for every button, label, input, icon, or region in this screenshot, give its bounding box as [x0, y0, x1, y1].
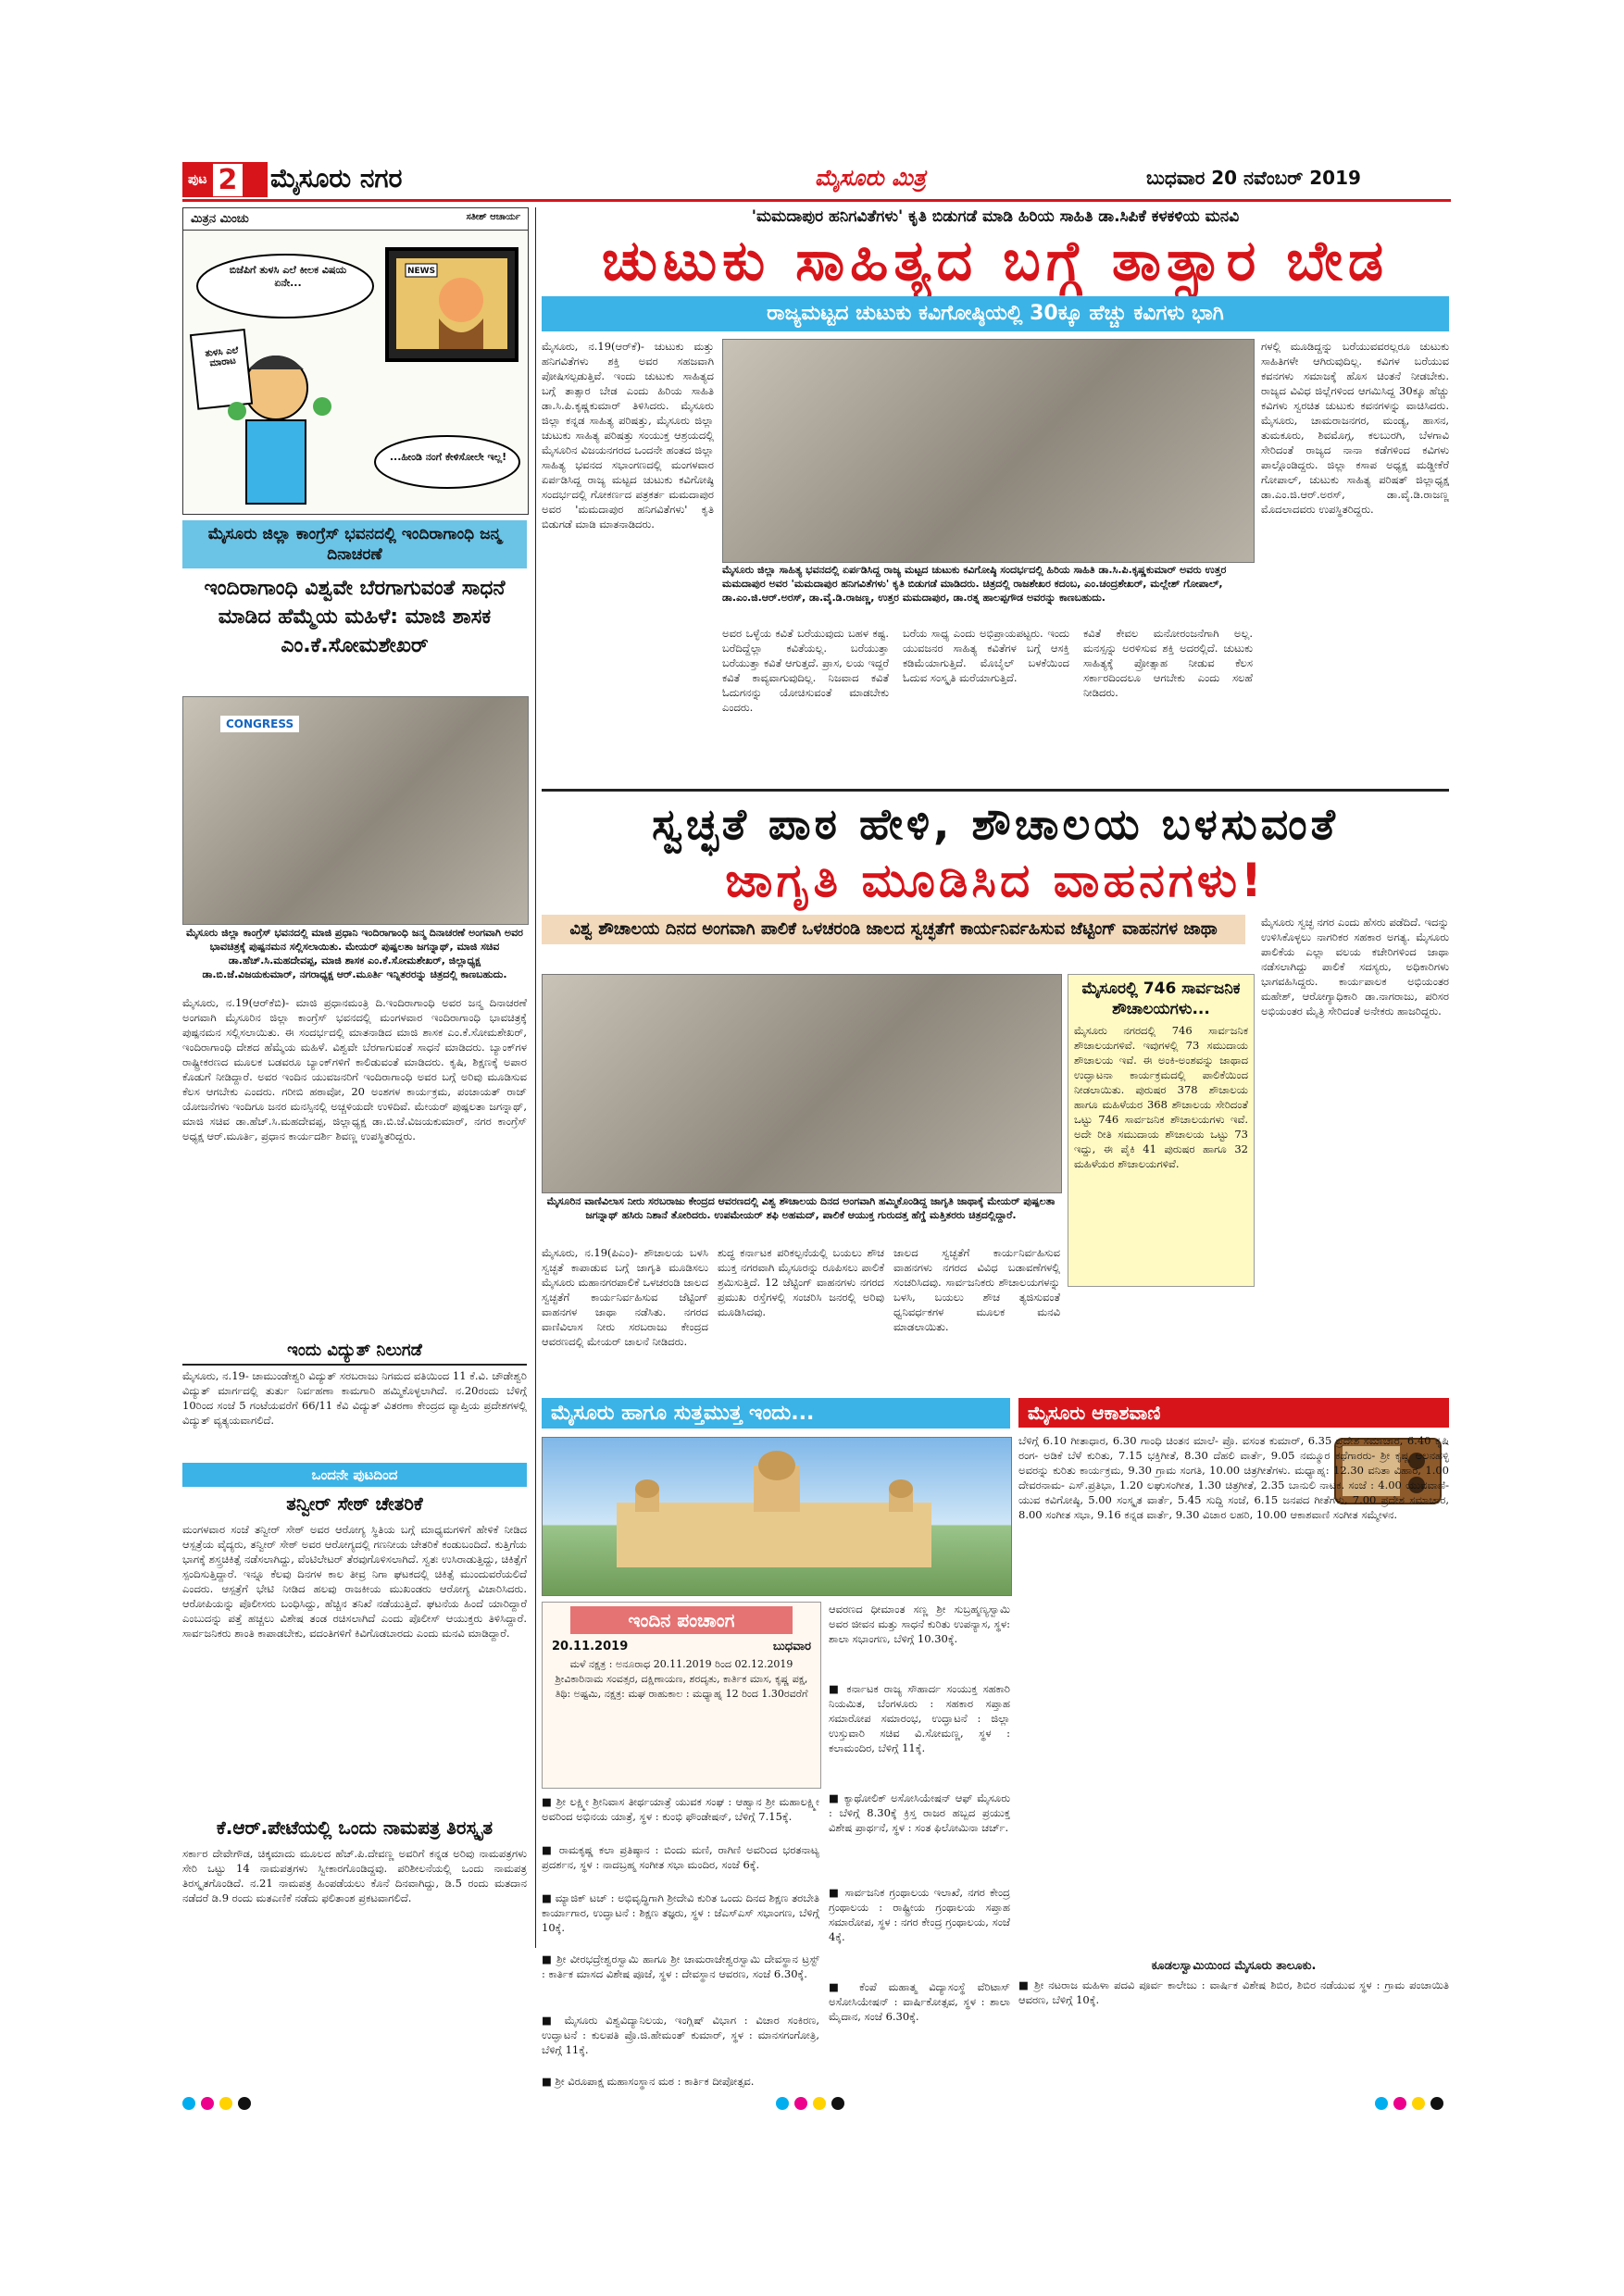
- cartoon-bubble-2: ...ಹೀಂಡಿ ನಂಗೆ ಕೇಳಿಸೋಲೇ ಇಲ್ಲ!: [389, 451, 507, 463]
- panchanga-title: ಇಂದಿನ ಪಂಚಾಂಗ: [570, 1606, 793, 1634]
- events-left-0: ■ ಶ್ರೀ ಲಕ್ಷ್ಮೀ ಶ್ರೀನಿವಾಸ ತೀರ್ಥಯಾತ್ರೆ ಯುವಕ ಸಂಘ : ಆಹ್ವಾನ ಶ್ರೀ ಮಹಾಲಕ್ಷ್ಮೀ ಅವರಿಂದ ಅಭಿನಯ ಯಾತ್ರೆ, ಸ್ಥಳ : ಕುಂಭಿ ಫೌಂಡೇಷನ್, ಬೆಳಿಗ್ಗೆ 7.15ಕ್ಕೆ.: [542, 1795, 819, 1823]
- panchanga-box: [542, 1602, 821, 1789]
- main-kicker: 'ಮಮದಾಪುರ ಹನಿಗವಿತೆಗಳು' ಕೃತಿ ಬಿಡುಗಡೆ ಮಾಡಿ ಹಿರಿಯ ಸಾಹಿತಿ ಡಾ.ಸಿಪಿಕೆ ಕಳಕಳಿಯ ಮನವಿ: [751, 207, 1240, 226]
- events-mid-1: ■ ಕರ್ನಾಟಕ ರಾಜ್ಯ ಸೌಹಾರ್ದ ಸಂಯುಕ್ತ ಸಹಕಾರಿ ನಿಯಮಿತ, ಬೆಂಗಳೂರು : ಸಹಕಾರ ಸಪ್ತಾಹ ಸಮಾರೋಪ ಸಮಾರಂಭ, ಉದ್ಘಾಟನೆ : ಜಿಲ್ಲಾ ಉಸ್ತುವಾರಿ ಸಚಿವ ವಿ.ಸೋಮಣ್ಣ, ಸ್ಥಳ : ಕಲಾಮಂದಿರ, ಬೆಳಿಗ್ಗೆ 11ಕ್ಕೆ.: [829, 1682, 1010, 1754]
- photo-banner: CONGRESS: [220, 716, 299, 732]
- left-story3-body: ಸರ್ಕಾರ ದೇವೇಗೌಡ, ಚಿಕ್ಕಮಾದು ಮೂಲದ ಹೆಚ್.ಪಿ.ದೇವಣ್ಣ ಅವರಿಗೆ ಕನ್ನಡ ಅರಿವು ನಾಮಪತ್ರಗಳು ಸೇರಿ ಒಟ್ಟು 14 ನಾಮಪತ್ರಗಳು ಸ್ವೀಕಾರಗೊಂಡಿದ್ದವು. ಪರಿಶೀಲನೆಯಲ್ಲಿ ಒಂದು ನಾಮಪತ್ರ ತಿರಸ್ಕೃತಗೊಂಡಿದೆ. ನ.21 ನಾಮಪತ್ರ ಹಿಂಪಡೆಯಲು ಕೊನೆ ದಿನವಾಗಿದ್ದು, ಡಿ.5 ರಂದು ಮತದಾನ ನಡೆದರೆ ಡಿ.9 ರಂದು ಮತಎಣಿಕೆ ನಡೆದು ಫಲಿತಾಂಶ ಪ್ರಕಟವಾಗಲಿದೆ.: [182, 1847, 527, 1904]
- events-mid-0: ಆವರಣದ ಧೀಮಾಂತ ಸಣ್ಣ ಶ್ರೀ ಸುಬ್ರಹ್ಮಣ್ಯಸ್ವಾಮಿ ಅವರ ಜೀವನ ಮತ್ತು ಸಾಧನೆ ಕುರಿತು ಉಪನ್ಯಾಸ, ಸ್ಥಳ: ಶಾಲಾ ಸಭಾಂಗಣ, ಬೆಳಿಗ್ಗೆ 10.30ಕ್ಕೆ.: [829, 1603, 1010, 1645]
- radio-title: ಮೈಸೂರು ಆಕಾಶವಾಣಿ: [1018, 1398, 1449, 1428]
- paper-logo: ಮೈಸೂರು ಮಿತ್ರ: [815, 165, 926, 191]
- toilet-subhead: ವಿಶ್ವ ಶೌಚಾಲಯ ದಿನದ ಅಂಗವಾಗಿ ಪಾಲಿಕೆ ಒಳಚರಂಡಿ ಜಾಲದ ಸ್ವಚ್ಛತೆಗೆ ಕಾರ್ಯನಿರ್ವಹಿಸುವ ಜೆಟ್ಟಿಂಗ್ ವಾಹನಗಳ ಜಾಥಾ: [542, 915, 1245, 944]
- events-left-4: ■ ಮೈಸೂರು ವಿಶ್ವವಿದ್ಯಾನಿಲಯ, ಇಂಗ್ಲಿಷ್ ವಿಭಾಗ : ವಿಚಾರ ಸಂಕಿರಣ, ಉದ್ಘಾಟನೆ : ಕುಲಪತಿ ಪ್ರೊ.ಜಿ.ಹೇಮಂತ್ ಕುಮಾರ್, ಸ್ಥಳ : ಮಾನಸಗಂಗೋತ್ರಿ, ಬೆಳಿಗ್ಗೆ 11ಕ್ಕೆ.: [542, 2014, 819, 2056]
- left-story1-caption: ಮೈಸೂರು ಜಿಲ್ಲಾ ಕಾಂಗ್ರೆಸ್ ಭವನದಲ್ಲಿ ಮಾಜಿ ಪ್ರಧಾನಿ ಇಂದಿರಾಗಾಂಧಿ ಜನ್ಮ ದಿನಾಚರಣೆ ಅಂಗವಾಗಿ ಅವರ ಭಾವಚಿತ್ರಕ್ಕೆ ಪುಷ್ಪನಮನ ಸಲ್ಲಿಸಲಾಯಿತು. ಮೇಯರ್ ಪುಷ್ಪಲತಾ ಜಗನ್ನಾಥ್, ಮಾಜಿ ಸಚಿವ ಡಾ.ಹೆಚ್.ಸಿ.ಮಹದೇವಪ್ಪ, ಮಾಜಿ ಶಾಸಕ ಎಂ.ಕೆ.ಸೋಮಶೇಖರ್, ಜಿಲ್ಲಾಧ್ಯಕ್ಷ ಡಾ.ಬಿ.ಜೆ.ವಿಜಯಕುಮಾರ್, ನಗರಾಧ್ಯಕ್ಷ ಆರ್.ಮೂರ್ತಿ ಇನ್ನಿತರರನ್ನು ಚಿತ್ರದಲ್ಲಿ ಕಾಣಬಹುದು.: [186, 927, 523, 980]
- events-mid-3: ■ ಸಾರ್ವಜನಿಕ ಗ್ರಂಥಾಲಯ ಇಲಾಖೆ, ನಗರ ಕೇಂದ್ರ ಗ್ರಂಥಾಲಯ : ರಾಷ್ಟ್ರೀಯ ಗ್ರಂಥಾಲಯ ಸಪ್ತಾಹ ಸಮಾರೋಪ, ಸ್ಥಳ : ನಗರ ಕೇಂದ್ರ ಗ್ರಂಥಾಲಯ, ಸಂಜೆ 4ಕ್ಕೆ.: [829, 1886, 1010, 1943]
- left-story3-title: ಕೆ.ಆರ್.ಪೇಟೆಯಲ್ಲಿ ಒಂದು ನಾಮಪತ್ರ ತಿರಸ್ಕೃತ: [216, 1816, 493, 1839]
- toilet-col-1: ಮೈಸೂರು, ನ.19(ಪಿಎಂ)- ಶೌಚಾಲಯ ಬಳಸಿ ಸ್ವಚ್ಛತೆ ಕಾಪಾಡುವ ಬಗ್ಗೆ ಜಾಗೃತಿ ಮೂಡಿಸಲು ಮೈಸೂರು ಮಹಾನಗರಪಾಲಿಕೆ ಒಳಚರಂಡಿ ಜಾಲದ ಸ್ವಚ್ಛತೆಗೆ ಕಾರ್ಯನಿರ್ವಹಿಸುವ ಜೆಟ್ಟಿಂಗ್ ವಾಹನಗಳ ಜಾಥಾ ನಡೆಸಿತು. ನಗರದ ವಾಣಿವಿಲಾಸ ನೀರು ಸರಬರಾಜು ಕೇಂದ್ರದ ಆವರಣದಲ್ಲಿ ಮೇಯರ್ ಚಾಲನೆ ನೀಡಿದರು.: [542, 1246, 708, 1348]
- main-col1: ಮೈಸೂರು, ನ.19(ಆರ್‌ಕೆ)- ಚುಟುಕು ಮತ್ತು ಹನಿಗವಿತೆಗಳು ಶಕ್ತಿ ಅವರ ಸಹಜವಾಗಿ ಪೋಷಿಸಲ್ಪಡುತ್ತಿವೆ. ಇಂದು ಚುಟುಕು ಸಾಹಿತ್ಯದ ಬಗ್ಗೆ ತಾತ್ಸಾರ ಬೇಡ ಎಂದು ಹಿರಿಯ ಸಾಹಿತಿ ಡಾ.ಸಿ.ಪಿ.ಕೃಷ್ಣಕುಮಾರ್ ತಿಳಿಸಿದರು. ಮೈಸೂರು ಜಿಲ್ಲಾ ಕನ್ನಡ ಸಾಹಿತ್ಯ ಪರಿಷತ್ತು, ಮೈಸೂರು ಜಿಲ್ಲಾ ಚುಟುಕು ಸಾಹಿತ್ಯ ಪರಿಷತ್ತು ಸಂಯುಕ್ತ ಆಶ್ರಯದಲ್ಲಿ ಮೈಸೂರಿನ ವಿಜಯನಗರದ ಒಂದನೇ ಹಂತದ ಜಿಲ್ಲಾ ಸಾಹಿತ್ಯ ಭವನದ ಸಭಾಂಗಣದಲ್ಲಿ ಮಂಗಳವಾರ ಏರ್ಪಡಿಸಿದ್ದ ರಾಜ್ಯ ಮಟ್ಟದ ಚುಟುಕು ಕವಿಗೋಷ್ಠಿ ಸಂದರ್ಭದಲ್ಲಿ ಗೋಕರ್ಣದ ಪತ್ರಕರ್ತ ಮಮದಾಪುರ ಅವರ 'ಮಮದಾಪುರ ಹನಿಗವಿತೆಗಳು' ಕೃತಿ ಬಿಡುಗಡೆ ಮಾಡಿ ಮಾತನಾಡಿದರು.: [542, 340, 714, 530]
- section-title: ಮೈಸೂರು ನಗರ: [270, 163, 403, 193]
- masthead-rule: [182, 199, 1451, 202]
- events-left-3: ■ ಶ್ರೀ ವೀರಭದ್ರೇಶ್ವರಸ್ವಾಮಿ ಹಾಗೂ ಶ್ರೀ ಚಾಮರಾಜೇಶ್ವರಸ್ವಾಮಿ ದೇವಸ್ಥಾನ ಟ್ರಸ್ಟ್ : ಕಾರ್ತಿಕ ಮಾಸದ ವಿಶೇಷ ಪೂಜೆ, ಸ್ಥಳ : ದೇವಸ್ಥಾನ ಆವರಣ, ಸಂಜೆ 6.30ಕ್ಕೆ.: [542, 1953, 819, 1980]
- today-header: ಮೈಸೂರು ಹಾಗೂ ಸುತ್ತಮುತ್ತ ಇಂದು...: [542, 1398, 1010, 1429]
- events-mid-4: ■ ಕೆಂಪೆ ಮಹಾತ್ಮ ವಿದ್ಯಾಸಂಸ್ಥೆ ವೆರಿಟಾಸ್ ಅಸೋಸಿಯೇಷನ್ : ವಾರ್ಷಿಕೋತ್ಸವ, ಸ್ಥಳ : ಶಾಲಾ ಮೈದಾನ, ಸಂಜೆ 6.30ಕ್ಕೆ.: [829, 1980, 1010, 2023]
- panchanga-day: ಬುಧವಾರ: [772, 1640, 811, 1653]
- left-story1-body: ಮೈಸೂರು, ನ.19(ಆರ್‌ಕೆಬಿ)- ಮಾಜಿ ಪ್ರಧಾನಮಂತ್ರಿ ದಿ.ಇಂದಿರಾಗಾಂಧಿ ಅವರ ಜನ್ಮ ದಿನಾಚರಣೆ ಅಂಗವಾಗಿ ಮೈಸೂರಿನ ಜಿಲ್ಲಾ ಕಾಂಗ್ರೆಸ್ ಭವನದಲ್ಲಿ ಮಂಗಳವಾರ ಇಂದಿರಾಗಾಂಧಿ ಭಾವಚಿತ್ರಕ್ಕೆ ಪುಷ್ಪನಮನ ಸಲ್ಲಿಸಲಾಯಿತು. ಈ ಸಂದರ್ಭದಲ್ಲಿ ಮಾತನಾಡಿದ ಮಾಜಿ ಶಾಸಕ ಎಂ.ಕೆ.ಸೋಮಶೇಖರ್, ಇಂದಿರಾಗಾಂಧಿ ದೇಶದ ಹೆಮ್ಮೆಯ ಮಹಿಳೆ. ವಿಶ್ವವೇ ಬೆರಗಾಗುವಂತೆ ಸಾಧನೆ ಮಾಡಿದರು. ಬ್ಯಾಂಕ್‌ಗಳ ರಾಷ್ಟ್ರೀಕರಣದ ಮೂಲಕ ಬಡವರೂ ಬ್ಯಾಂಕ್‌ಗಳಿಗೆ ಕಾಲಿಡುವಂತೆ ಮಾಡಿದರು. ಕೃಷಿ, ಶಿಕ್ಷಣಕ್ಕೆ ಅಪಾರ ಕೊಡುಗೆ ನೀಡಿದ್ದಾರೆ. ಅವರ ಇಂದಿನ ಯುವಜನರಿಗೆ ಇಂದಿರಾಗಾಂಧಿ ಅವರ ಬಗ್ಗೆ ಅರಿವು ಮೂಡಿಸುವ ಕೆಲಸ ಆಗಬೇಕು ಎಂದರು. ಗರೀಬಿ ಹಠಾವೋ, 20 ಅಂಶಗಳ ಕಾರ್ಯಕ್ರಮ, ಪಂಚಾಯತ್ ರಾಜ್ ಯೋಜನೆಗಳು ಇಂದಿಗೂ ಜನರ ಮನಸ್ಸಿನಲ್ಲಿ ಅಚ್ಚಳಿಯದೇ ಉಳಿದಿವೆ. ಮೇಯರ್ ಪುಷ್ಪಲತಾ ಜಗನ್ನಾಥ್, ಮಾಜಿ ಸಚಿವ ಡಾ.ಹೆಚ್.ಸಿ.ಮಹದೇವಪ್ಪ, ಜಿಲ್ಲಾಧ್ಯಕ್ಷ ಡಾ.ಬಿ.ಜೆ.ವಿಜಯಕುಮಾರ್, ನಗರ ಕಾಂಗ್ರೆಸ್ ಅಧ್ಯಕ್ಷ ಆರ್.ಮೂರ್ತಿ, ಪ್ರಧಾನ ಕಾರ್ಯದರ್ಶಿ ಶಿವಣ್ಣ ಉಪಸ್ಥಿತರಿದ್ದರು.: [182, 996, 527, 1142]
- cartoon-sign: ತುಳಸಿ ಎಲೆ ಮಾರಾಟ: [204, 345, 239, 369]
- main-bottom-rule: [542, 789, 1449, 792]
- events-left-2: ■ ಮ್ಯಾಜಿಕ್ ಟಚ್ : ಅಭಿವೃದ್ಧಿಗಾಗಿ ಶ್ರೀದೇವಿ ಕುರಿತ ಒಂದು ದಿನದ ಶಿಕ್ಷಣ ತರಬೇತಿ ಕಾರ್ಯಾಗಾರ, ಉದ್ಘಾಟನೆ : ಶಿಕ್ಷಣ ತಜ್ಞರು, ಸ್ಥಳ : ಜೆಎಸ್‌ಎಸ್ ಸಭಾಂಗಣ, ಬೆಳಿಗ್ಗೆ 10ಕ್ಕೆ.: [542, 1891, 819, 1934]
- panchanga-dateline: [543, 1638, 820, 1655]
- power-cut-body: ಮೈಸೂರು, ನ.19- ಚಾಮುಂಡೇಶ್ವರಿ ವಿದ್ಯುತ್ ಸರಬರಾಜು ನಿಗಮದ ವತಿಯಿಂದ 11 ಕೆ.ವಿ. ಚೌಡೇಶ್ವರಿ ವಿದ್ಯುತ್ ಮಾರ್ಗದಲ್ಲಿ ತುರ್ತು ನಿರ್ವಹಣಾ ಕಾಮಗಾರಿ ಹಮ್ಮಿಕೊಳ್ಳಲಾಗಿದೆ. ನ.20ರಂದು ಬೆಳಿಗ್ಗೆ 10ರಿಂದ ಸಂಜೆ 5 ಗಂಟೆಯವರೆಗೆ 66/11 ಕೆವಿ ವಿದ್ಯುತ್ ವಿತರಣಾ ಕೇಂದ್ರದ ವ್ಯಾಪ್ತಿಯ ಪ್ರದೇಶಗಳಲ್ಲಿ ವಿದ್ಯುತ್ ವ್ಯತ್ಯಯವಾಗಲಿದೆ.: [182, 1369, 527, 1427]
- toilet-box-title: ಮೈಸೂರಲ್ಲಿ 746 ಸಾರ್ವಜನಿಕ ಶೌಚಾಲಯಗಳು...: [1081, 980, 1241, 1018]
- page-number: 2: [213, 164, 244, 196]
- toilet-box-body: ಮೈಸೂರು ನಗರದಲ್ಲಿ 746 ಸಾರ್ವಜನಿಕ ಶೌಚಾಲಯಗಳಿವೆ. ಇವುಗಳಲ್ಲಿ 73 ಸಮುದಾಯ ಶೌಚಾಲಯ ಇವೆ. ಈ ಅಂಕಿ-ಅಂಶವನ್ನು ಜಾಥಾದ ಉದ್ಘಾಟನಾ ಕಾರ್ಯಕ್ರಮದಲ್ಲಿ ಪಾಲಿಕೆಯಿಂದ ನೀಡಲಾಯಿತು. ಪುರುಷರ 378 ಶೌಚಾಲಯ ಹಾಗೂ ಮಹಿಳೆಯರ 368 ಶೌಚಾಲಯ ಸೇರಿದಂತೆ ಒಟ್ಟು 746 ಸಾರ್ವಜನಿಕ ಶೌಚಾಲಯಗಳು ಇವೆ. ಅದೇ ರೀತಿ ಸಮುದಾಯ ಶೌಚಾಲಯ ಒಟ್ಟು 73 ಇದ್ದು, ಈ ಪೈಕಿ 41 ಪುರುಷರ ಹಾಗೂ 32 ಮಹಿಳೆಯರ ಶೌಚಾಲಯಗಳಿವೆ.: [1074, 1024, 1248, 1170]
- main-lower-col-2: ಬರೆಯ ಸಾಧ್ಯ ಎಂದು ಅಭಿಪ್ರಾಯಪಟ್ಟರು. ಇಂದು ಯುವಜನರ ಸಾಹಿತ್ಯ ಕವಿತೆಗಳ ಬಗ್ಗೆ ಆಸಕ್ತಿ ಕಡಿಮೆಯಾಗುತ್ತಿದೆ. ಮೊಬೈಲ್ ಬಳಕೆಯಿಂದ ಓದುವ ಸಂಸ್ಕೃತಿ ಮರೆಯಾಗುತ್ತಿದೆ.: [903, 627, 1069, 684]
- main-photo: [722, 339, 1255, 563]
- left-story2-title: ತನ್ವೀರ್ ಸೇಠ್ ಚೇತರಿಕೆ: [286, 1492, 423, 1515]
- toilet-col-2: ಶುದ್ಧ ಕರ್ನಾಟಕ ಪರಿಕಲ್ಪನೆಯಲ್ಲಿ ಬಯಲು ಶೌಚ ಮುಕ್ತ ನಗರವಾಗಿ ಮೈಸೂರನ್ನು ರೂಪಿಸಲು ಪಾಲಿಕೆ ಶ್ರಮಿಸುತ್ತಿದೆ. 12 ಜೆಟ್ಟಿಂಗ್ ವಾಹನಗಳು ನಗರದ ಪ್ರಮುಖ ರಸ್ತೆಗಳಲ್ಲಿ ಸಂಚರಿಸಿ ಜನರಲ್ಲಿ ಅರಿವು ಮೂಡಿಸಿದವು.: [718, 1246, 884, 1318]
- issue-date: ಬುಧವಾರ 20 ನವೆಂಬರ್ 2019: [1146, 167, 1361, 189]
- column-divider: [535, 207, 536, 1948]
- toilet-col-4: ಮೈಸೂರು ಸ್ವಚ್ಛ ನಗರ ಎಂದು ಹೆಸರು ಪಡೆದಿದೆ. ಇದನ್ನು ಉಳಿಸಿಕೊಳ್ಳಲು ನಾಗರಿಕರ ಸಹಕಾರ ಅಗತ್ಯ. ಮೈಸೂರು ಪಾಲಿಕೆಯ ಎಲ್ಲಾ ವಲಯ ಕಚೇರಿಗಳಿಂದ ಜಾಥಾ ನಡೆಸಲಾಗಿದ್ದು ಪಾಲಿಕೆ ಸದಸ್ಯರು, ಅಧಿಕಾರಿಗಳು ಭಾಗವಹಿಸಿದ್ದರು. ಕಾರ್ಯಪಾಲಕ ಅಭಿಯಂತರ ಮಹೇಶ್, ಆರೋಗ್ಯಾಧಿಕಾರಿ ಡಾ.ನಾಗರಾಜು, ಪರಿಸರ ಅಭಿಯಂತರ ಮೈತ್ರಿ ಸೇರಿದಂತೆ ಅನೇಕರು ಹಾಜರಿದ್ದರು.: [1261, 916, 1449, 1017]
- main-right-col: ಗಳಲ್ಲಿ ಮೂಡಿದ್ದನ್ನು ಬರೆಯುವವರಲ್ಲರೂ ಚುಟುಕು ಸಾಹಿತಿಗಳೇ ಆಗಿರುವುದಿಲ್ಲ. ಕವಿಗಳ ಬರೆಯುವ ಕವನಗಳು ಸಮಾಜಕ್ಕೆ ಹೊಸ ಚಿಂತನೆ ನೀಡಬೇಕು. ರಾಜ್ಯದ ವಿವಿಧ ಜಿಲ್ಲೆಗಳಿಂದ ಆಗಮಿಸಿದ್ದ 30ಕ್ಕೂ ಹೆಚ್ಚು ಕವಿಗಳು ಸ್ವರಚಿತ ಚುಟುಕು ಕವನಗಳನ್ನು ವಾಚಿಸಿದರು. ಮೈಸೂರು, ಚಾಮರಾಜನಗರ, ಮಂಡ್ಯ, ಹಾಸನ, ತುಮಕೂರು, ಶಿವಮೊಗ್ಗ, ಕಲಬುರಗಿ, ಬೆಳಗಾವಿ ಸೇರಿದಂತೆ ರಾಜ್ಯದ ನಾನಾ ಕಡೆಗಳಿಂದ ಕವಿಗಳು ಪಾಲ್ಗೊಂಡಿದ್ದರು. ಜಿಲ್ಲಾ ಕಸಾಪ ಅಧ್ಯಕ್ಷ ಮಡ್ಡೀಕೆರೆ ಗೋಪಾಲ್, ಚುಟುಕು ಸಾಹಿತ್ಯ ಪರಿಷತ್ ಜಿಲ್ಲಾಧ್ಯಕ್ಷ ಡಾ.ಎಂ.ಜಿ.ಆರ್.ಅರಸ್, ಡಾ.ವೈ.ಡಿ.ರಾಜಣ್ಣ ಮೊದಲಾದವರು ಉಪಸ್ಥಿತರಿದ್ದರು.: [1261, 340, 1449, 516]
- cartoon-bubble-1: ಬಿಜೆಪಿಗೆ ತುಳಸಿ ಎಲೆ ಕೀಲಕ ವಿಷಯ ಏನೇ...: [229, 264, 347, 289]
- main-headline: ಚುಟುಕು ಸಾಹಿತ್ಯದ ಬಗ್ಗೆ ತಾತ್ಸಾರ ಬೇಡ: [601, 229, 1390, 293]
- cartoon-tv-label: NEWS: [407, 267, 436, 276]
- main-photo-caption: ಮೈಸೂರು ಜಿಲ್ಲಾ ಸಾಹಿತ್ಯ ಭವನದಲ್ಲಿ ಏರ್ಪಡಿಸಿದ್ದ ರಾಜ್ಯ ಮಟ್ಟದ ಚುಟುಕು ಕವಿಗೋಷ್ಠಿ ಸಂದರ್ಭದಲ್ಲಿ ಹಿರಿಯ ಸಾಹಿತಿ ಡಾ.ಸಿ.ಪಿ.ಕೃಷ್ಣಕುಮಾರ್ ಅವರು ಉತ್ತರ ಮಮದಾಪುರ ಅವರ 'ಮಮದಾಪುರ ಹನಿಗವಿತೆಗಳು' ಕೃತಿ ಬಿಡುಗಡೆ ಮಾಡಿದರು. ಚಿತ್ರದಲ್ಲಿ ರಾಜಶೇಖರ ಕದಂಬ, ಎಂ.ಚಂದ್ರಶೇಖರ್, ಮಲ್ಲೇಶ್ ಗೋಪಾಲ್, ಡಾ.ಎಂ.ಜಿ.ಆರ್.ಅರಸ್, ಡಾ.ವೈ.ಡಿ.ರಾಜಣ್ಣ, ಉತ್ತರ ಮಮದಾಪುರ, ಡಾ.ರತ್ನ ಹಾಲಪ್ಪಗೌಡ ಅವರನ್ನು ಕಾಣಬಹುದು.: [722, 564, 1227, 604]
- events-left-5: ■ ಶ್ರೀ ವಿರೂಪಾಕ್ಷ ಮಹಾಸಂಸ್ಥಾನ ಮಠ : ಕಾರ್ತಿಕ ದೀಪೋತ್ಸವ.: [542, 2075, 755, 2088]
- registration-marks-right: [1375, 2096, 1449, 2114]
- radio-tail-title: ಕೂಡಲಸ್ವಾಮಿಯಿಂದ ಮೈಸೂರು ತಾಲೂಕು.: [1151, 1959, 1317, 1973]
- events-left-1: ■ ರಾಮಕೃಷ್ಣ ಕಲಾ ಪ್ರತಿಷ್ಠಾನ : ಬಿಂದು ಮಣಿ, ರಾಗಿಣಿ ಅವರಿಂದ ಭರತನಾಟ್ಯ ಪ್ರದರ್ಶನ, ಸ್ಥಳ : ನಾದಬ್ರಹ್ಮ ಸಂಗೀತ ಸಭಾ ಮಂದಿರ, ಸಂಜೆ 6ಕ್ಕೆ.: [542, 1843, 819, 1871]
- left-story1-headline: ಇಂದಿರಾಗಾಂಧಿ ವಿಶ್ವವೇ ಬೆರಗಾಗುವಂತೆ ಸಾಧನೆ ಮಾಡಿದ ಹೆಮ್ಮೆಯ ಮಹಿಳೆ: ಮಾಜಿ ಶಾಸಕ ಎಂ.ಕೆ.ಸೋಮಶೇಖರ್: [204, 577, 506, 657]
- page-tab: [182, 162, 268, 197]
- left-story1-kicker: ಮೈಸೂರು ಜಿಲ್ಲಾ ಕಾಂಗ್ರೆಸ್ ಭವನದಲ್ಲಿ ಇಂದಿರಾಗಾಂಧಿ ಜನ್ಮ ದಿನಾಚರಣೆ: [182, 520, 527, 568]
- toilet-col-3: ಜಾಲದ ಸ್ವಚ್ಛತೆಗೆ ಕಾರ್ಯನಿರ್ವಹಿಸುವ ವಾಹನಗಳು ನಗರದ ವಿವಿಧ ಬಡಾವಣೆಗಳಲ್ಲಿ ಸಂಚರಿಸಿದವು. ಸಾರ್ವಜನಿಕರು ಶೌಚಾಲಯಗಳನ್ನು ಬಳಸಿ, ಬಯಲು ಶೌಚ ತ್ಯಜಿಸುವಂತೆ ಧ್ವನಿವರ್ಧಕಗಳ ಮೂಲಕ ಮನವಿ ಮಾಡಲಾಯಿತು.: [893, 1246, 1060, 1333]
- radio-body: ಬೆಳಿಗ್ಗೆ 6.10 ಗೀತಾಧಾರ, 6.30 ಗಾಂಧಿ ಚಿಂತನ ಮಾಲೆ- ಪ್ರೊ. ವಸಂತ ಕುಮಾರ್, 6.35 ಪ್ರದೇಶ ಸಮಾಚಾರ, 6.40 ಕೃಷಿ ರಂಗ- ಅಡಿಕೆ ಬೆಳೆ ಕುರಿತು, 7.15 ಭಕ್ತಿಗೀತೆ, 8.30 ದೆಹಲಿ ವಾರ್ತೆ, 9.05 ನಮ್ಮೂರ ಕಥೆಗಾರರು- ಶ್ರೀ ಕೃಷ್ಣ ಆಲನಹಳ್ಳಿ ಅವರನ್ನು ಕುರಿತು ಕಾರ್ಯಕ್ರಮ, 9.30 ಗ್ರಾಮ ಸಂಗತಿ, 10.00 ಚಿತ್ರಗೀತೆಗಳು. ಮಧ್ಯಾಹ್ನ: 12.30 ವನಿತಾ ವಿಹಾರ, 1.00 ದೇವರನಾಮ- ಎಸ್.ಪ್ರತಿಭಾ, 1.20 ಲಘುಸಂಗೀತ, 1.30 ಚಿತ್ರಗೀತೆ, 2.35 ಬಾನುಲಿ ನಾಟಕ. ಸಂಜೆ : 4.00 ಯುವವಾಣಿ- ಯುವ ಕವಿಗೋಷ್ಠಿ, 5.00 ಸಂಸ್ಕೃತ ವಾರ್ತೆ, 5.45 ಸುದ್ದಿ ಸಂಜೆ, 6.15 ಜನಪದ ಗೀತೆಗಳು, 7.00 ಪ್ರದೇಶ ಸಮಾಚಾರ, 8.00 ಸಂಗೀತ ಸಭಾ, 9.16 ಕನ್ನಡ ವಾರ್ತೆ, 9.30 ವಿಚಾರ ಲಹರಿ, 10.00 ಆಕಾಶವಾಣಿ ಸಂಗೀತ ಸಮ್ಮೇಳನ.: [1018, 1434, 1449, 1521]
- left-story1-photo: [182, 696, 529, 925]
- palace-photo: [542, 1437, 1012, 1596]
- radio-tail: ■ ಶ್ರೀ ನಟರಾಜ ಮಹಿಳಾ ಪದವಿ ಪೂರ್ವ ಕಾಲೇಜು : ವಾರ್ಷಿಕ ವಿಶೇಷ ಶಿಬಿರ, ಶಿಬಿರ ನಡೆಯುವ ಸ್ಥಳ : ಗ್ರಾಮ ಪಂಚಾಯಿತಿ ಆವರಣ, ಬೆಳಿಗ್ಗೆ 10ಕ್ಕೆ.: [1018, 1978, 1449, 2006]
- cartoon-header: [183, 208, 528, 231]
- toilet-photo: [542, 974, 1062, 1193]
- cartoon-title: ಮಿತ್ರನ ಮಿಂಚು: [191, 212, 249, 226]
- main-subhead: ರಾಜ್ಯಮಟ್ಟದ ಚುಟುಕು ಕವಿಗೋಷ್ಠಿಯಲ್ಲಿ 30ಕ್ಕೂ ಹೆಚ್ಚು ಕವಿಗಳು ಭಾಗಿ: [542, 296, 1449, 331]
- main-lower-col-1: ಅವರ ಒಳ್ಳೆಯ ಕವಿತೆ ಬರೆಯುವುದು ಬಹಳ ಕಷ್ಟ. ಬರೆದಿದ್ದೆಲ್ಲಾ ಕವಿತೆಯಲ್ಲ. ಬರೆಯುತ್ತಾ ಬರೆಯುತ್ತಾ ಕವಿತೆ ಆಗುತ್ತದೆ. ಪ್ರಾಸ, ಲಯ ಇದ್ದರೆ ಕವಿತೆ ಕಾವ್ಯವಾಗುವುದಿಲ್ಲ. ನಿಜವಾದ ಕವಿತೆ ಓದುಗನನ್ನು ಯೋಚಿಸುವಂತೆ ಮಾಡಬೇಕು ಎಂದರು.: [722, 627, 889, 714]
- main-lower-col-3: ಕವಿತೆ ಕೇವಲ ಮನೋರಂಜನೆಗಾಗಿ ಅಲ್ಲ. ಮನಸ್ಸನ್ನು ಅರಳಿಸುವ ಶಕ್ತಿ ಅದರಲ್ಲಿದೆ. ಚುಟುಕು ಸಾಹಿತ್ಯಕ್ಕೆ ಪ್ರೋತ್ಸಾಹ ನೀಡುವ ಕೆಲಸ ಸರ್ಕಾರದಿಂದಲೂ ಆಗಬೇಕು ಎಂದು ಸಲಹೆ ನೀಡಿದರು.: [1083, 627, 1253, 699]
- panchanga-date: 20.11.2019: [552, 1640, 629, 1653]
- events-mid-2: ■ ಕ್ಯಾಥೋಲಿಕ್ ಅಸೋಸಿಯೇಷನ್ ಆಫ್ ಮೈಸೂರು : ಬೆಳಿಗ್ಗೆ 8.30ಕ್ಕೆ ಕ್ರಿಸ್ತ ರಾಜರ ಹಬ್ಬದ ಪ್ರಯುಕ್ತ ವಿಶೇಷ ಪ್ರಾರ್ಥನೆ, ಸ್ಥಳ : ಸಂತ ಫಿಲೋಮಿನಾ ಚರ್ಚ್.: [829, 1791, 1010, 1834]
- toilet-headline-1: ಸ್ವಚ್ಛತೆ ಪಾಠ ಹೇಳಿ, ಶೌಚಾಲಯ ಬಳಸುವಂತೆ: [652, 799, 1339, 849]
- page-label: ಪುಟ: [188, 172, 207, 187]
- registration-marks-left: [182, 2096, 256, 2114]
- left-story2-kicker: ಒಂದನೇ ಪುಟದಿಂದ: [182, 1463, 527, 1487]
- panchanga-body: ಮಳೆ ನಕ್ಷತ್ರ : ಅನೂರಾಧ 20.11.2019 ರಿಂದ 02.12.2019 ಶ್ರೀವಿಕಾರಿನಾಮ ಸಂವತ್ಸರ, ದಕ್ಷಿಣಾಯಣ, ಶರದೃತು, ಕಾರ್ತಿಕ ಮಾಸ, ಕೃಷ್ಣ ಪಕ್ಷ, ತಿಥಿ: ಅಷ್ಟಮಿ, ನಕ್ಷತ್ರ: ಮಘ ರಾಹುಕಾಲ : ಮಧ್ಯಾಹ್ನ 12 ರಿಂದ 1.30ರವರೆಗೆ: [555, 1658, 808, 1700]
- power-cut-title: ಇಂದು ವಿದ್ಯುತ್ ನಿಲುಗಡೆ: [182, 1341, 527, 1366]
- palace-illustration: [543, 1438, 1011, 1595]
- toilet-headline-2: ಜಾಗೃತಿ ಮೂಡಿಸಿದ ವಾಹನಗಳು!: [725, 854, 1266, 907]
- cartoon-artist: ಸತೀಶ್ ಆಚಾರ್ಯ: [466, 212, 520, 222]
- cartoon-panel: [182, 207, 529, 515]
- left-story2-body: ಮಂಗಳವಾರ ಸಂಜೆ ತನ್ವೀರ್ ಸೇಠ್ ಅವರ ಆರೋಗ್ಯ ಸ್ಥಿತಿಯ ಬಗ್ಗೆ ಮಾಧ್ಯಮಗಳಿಗೆ ಹೇಳಿಕೆ ನೀಡಿದ ಆಸ್ಪತ್ರೆಯ ವೈದ್ಯರು, ತನ್ವೀರ್ ಸೇಠ್ ಅವರ ಆರೋಗ್ಯದಲ್ಲಿ ಗಣನೀಯ ಚೇತರಿಕೆ ಕಂಡುಬಂದಿದೆ. ಕುತ್ತಿಗೆಯ ಭಾಗಕ್ಕೆ ಶಸ್ತ್ರಚಿಕಿತ್ಸೆ ನಡೆಸಲಾಗಿದ್ದು, ವೆಂಟಿಲೇಟರ್ ತೆರವುಗೊಳಿಸಲಾಗಿದೆ. ಸ್ವತಃ ಉಸಿರಾಡುತ್ತಿದ್ದು, ಚಿಕಿತ್ಸೆಗೆ ಸ್ಪಂದಿಸುತ್ತಿದ್ದಾರೆ. ಇನ್ನೂ ಕೆಲವು ದಿನಗಳ ಕಾಲ ತೀವ್ರ ನಿಗಾ ಘಟಕದಲ್ಲಿ ಚಿಕಿತ್ಸೆ ಮುಂದುವರೆಯಲಿದೆ ಎಂದರು. ಆಸ್ಪತ್ರೆಗೆ ಭೇಟಿ ನೀಡಿದ ಹಲವು ರಾಜಕೀಯ ಮುಖಂಡರು ಆರೋಗ್ಯ ವಿಚಾರಿಸಿದರು. ಆರೋಪಿಯನ್ನು ಪೊಲೀಸರು ಬಂಧಿಸಿದ್ದು, ಹೆಚ್ಚಿನ ತನಿಖೆ ನಡೆಯುತ್ತಿದೆ. ಘಟನೆಯ ಹಿಂದೆ ಯಾರಿದ್ದಾರೆ ಎಂಬುದನ್ನು ಪತ್ತೆ ಹಚ್ಚಲು ವಿಶೇಷ ತಂಡ ರಚಿಸಲಾಗಿದೆ ಎಂದು ಪೊಲೀಸ್ ಆಯುಕ್ತರು ತಿಳಿಸಿದ್ದಾರೆ. ಸಾರ್ವಜನಿಕರು ಶಾಂತಿ ಕಾಪಾಡಬೇಕು, ವದಂತಿಗಳಿಗೆ ಕಿವಿಗೊಡಬಾರದು ಎಂದು ಮನವಿ ಮಾಡಿದ್ದಾರೆ.: [182, 1523, 527, 1640]
- toilet-box: [1068, 974, 1255, 1287]
- registration-marks-center: [776, 2096, 850, 2114]
- toilet-photo-caption: ಮೈಸೂರಿನ ವಾಣಿವಿಲಾಸ ನೀರು ಸರಬರಾಜು ಕೇಂದ್ರದ ಆವರಣದಲ್ಲಿ ವಿಶ್ವ ಶೌಚಾಲಯ ದಿನದ ಅಂಗವಾಗಿ ಹಮ್ಮಿಕೊಂಡಿದ್ದ ಜಾಗೃತಿ ಜಾಥಾಕ್ಕೆ ಮೇಯರ್ ಪುಷ್ಪಲತಾ ಜಗನ್ನಾಥ್ ಹಸಿರು ನಿಶಾನೆ ತೋರಿದರು. ಉಪಮೇಯರ್ ಶಫಿ ಅಹಮದ್, ಪಾಲಿಕೆ ಆಯುಕ್ತ ಗುರುದತ್ತ ಹೆಗ್ಡೆ ಮತ್ತಿತರರು ಚಿತ್ರದಲ್ಲಿದ್ದಾರೆ.: [546, 1195, 1056, 1221]
